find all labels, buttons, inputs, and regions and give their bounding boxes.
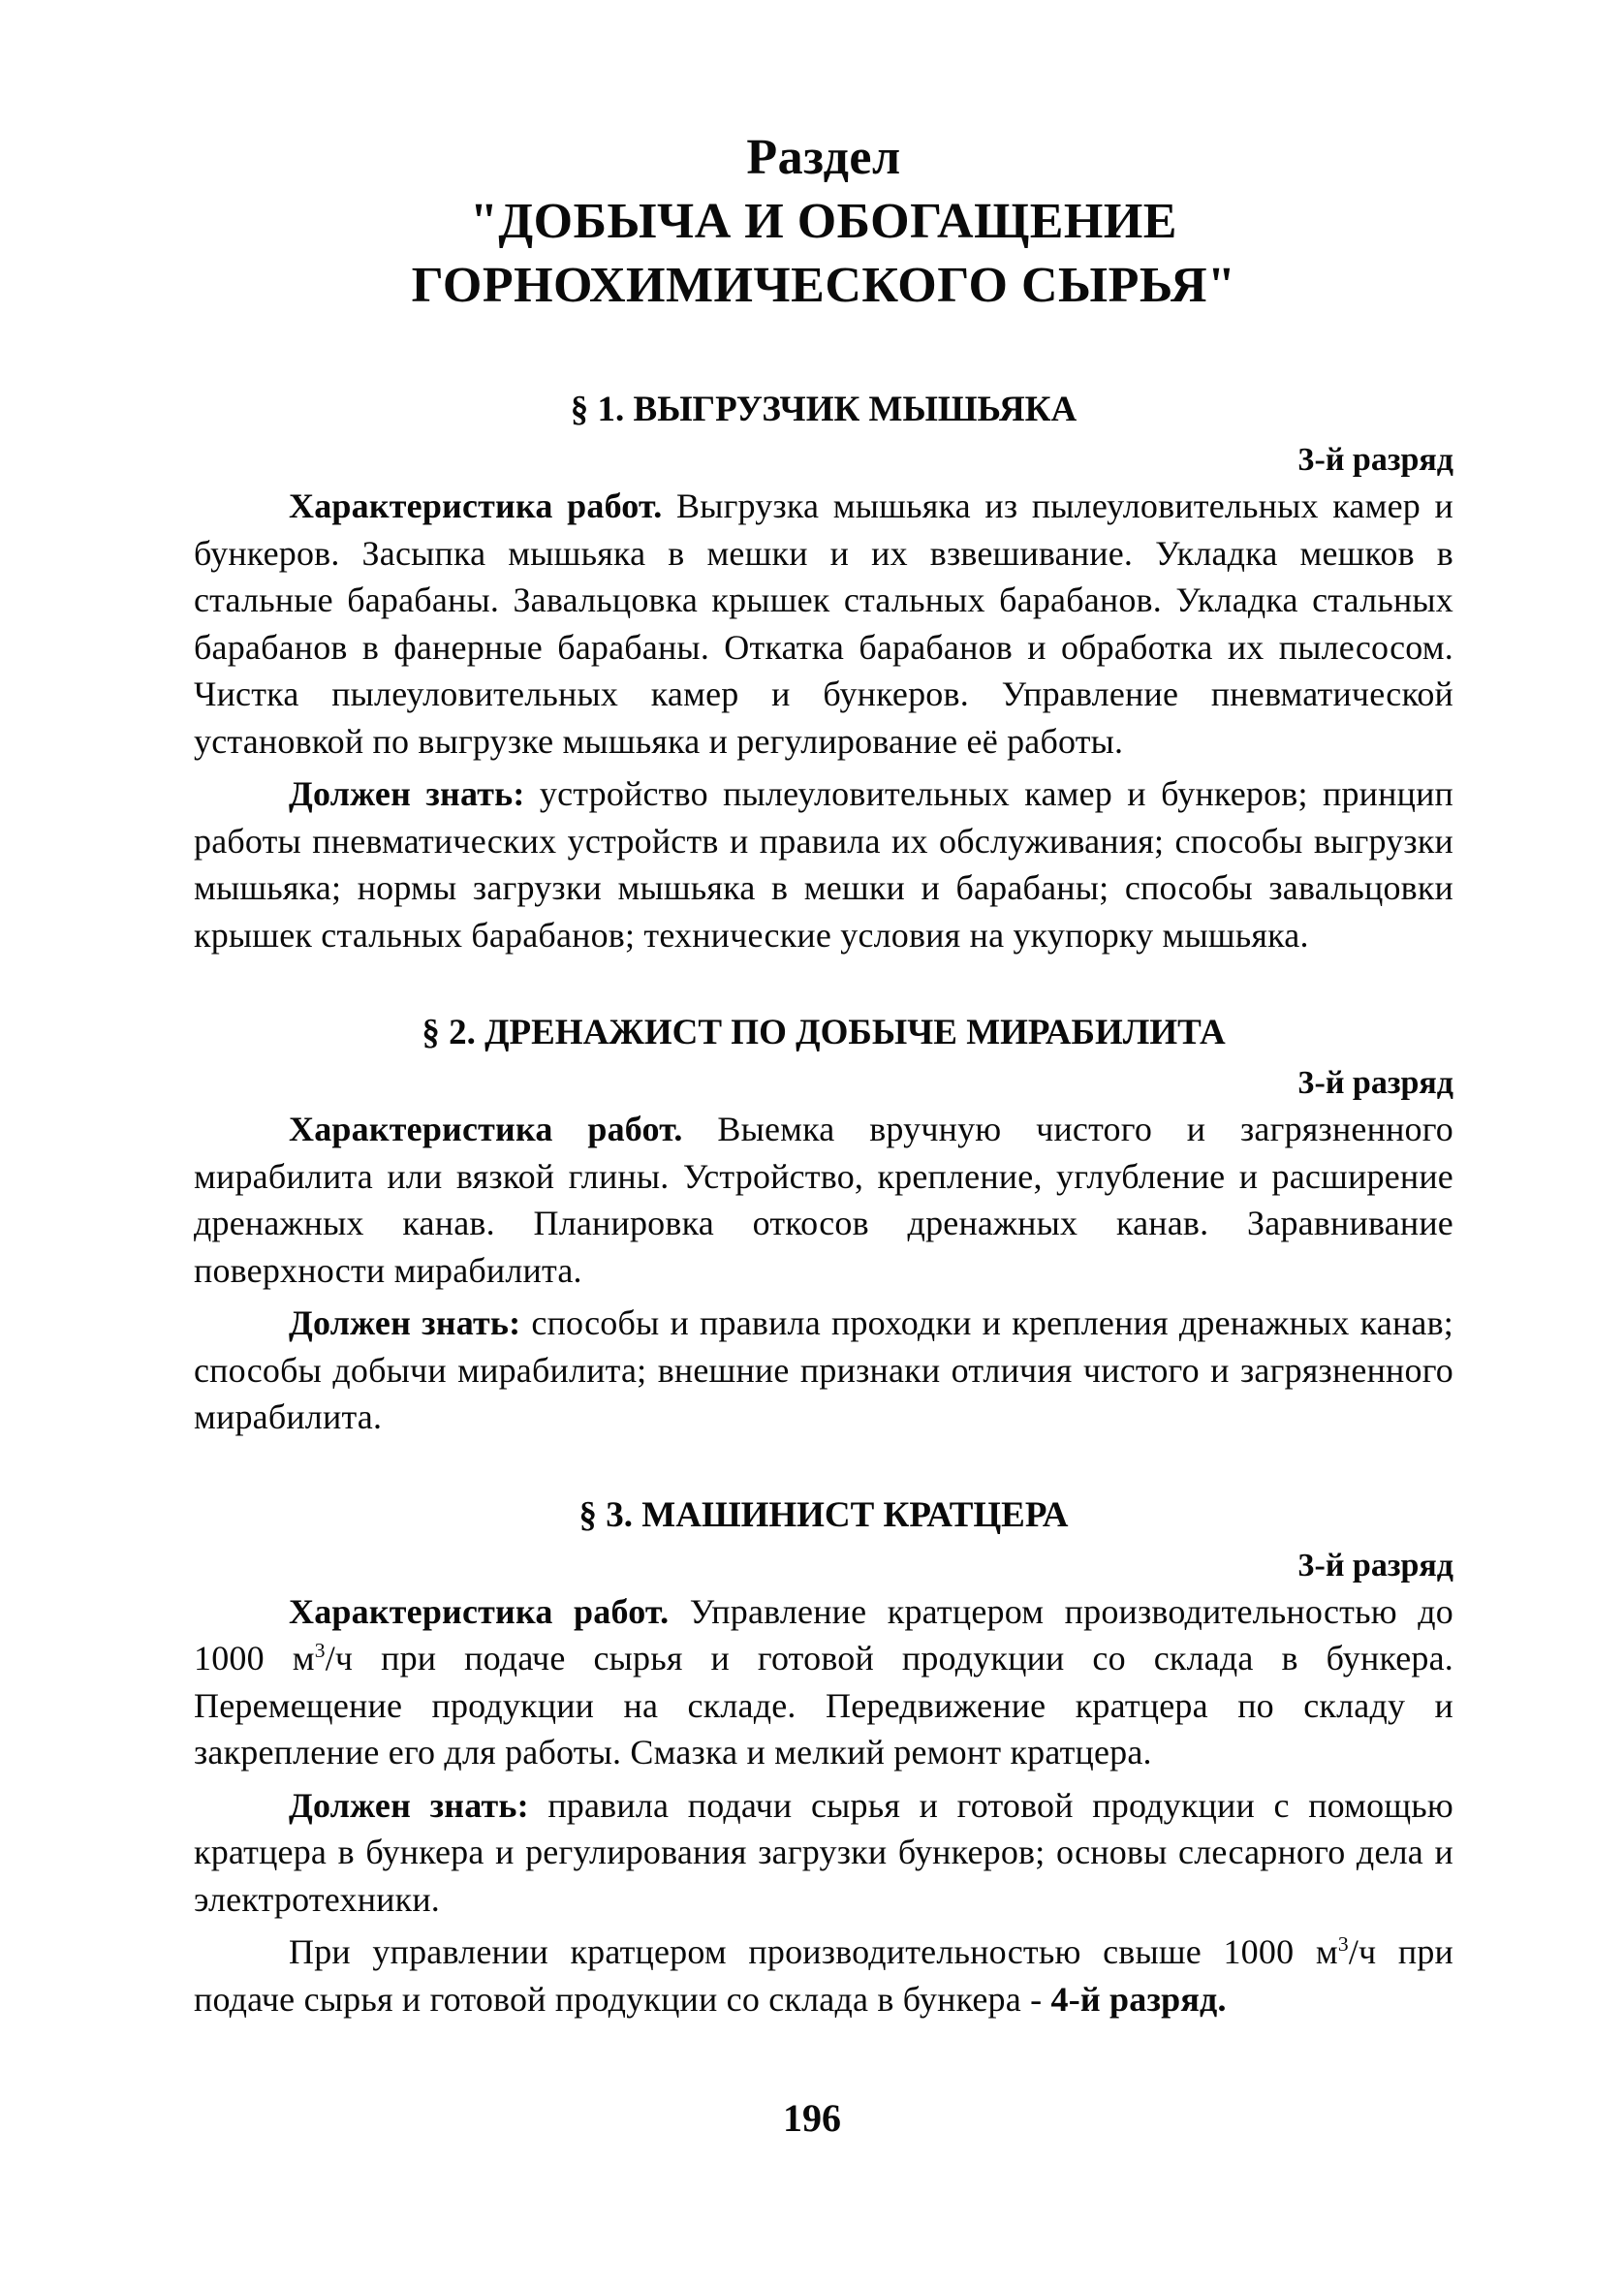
characteristics-label: Характеристика работ.	[289, 1110, 683, 1148]
paragraph-3-heading: § 3. МАШИНИСТ КРАТЦЕРА	[578, 1494, 1069, 1535]
characteristics-text-a: Управление кратцером производительностью до 1000 м	[194, 1591, 1453, 1678]
paragraph-1-grade: 3-й разряд	[1297, 442, 1453, 478]
section-title	[194, 126, 1453, 318]
paragraph-1	[194, 388, 1453, 958]
paragraph-2	[194, 1011, 1453, 1441]
paragraph-2-grade: 3-й разряд	[1297, 1065, 1453, 1101]
paragraph-3-characteristics	[194, 1588, 1453, 1776]
knowledge-label: Должен знать:	[289, 1303, 521, 1342]
characteristics-label: Характеристика работ.	[289, 1591, 670, 1631]
paragraph-1-heading: § 1. ВЫГРУЗЧИК МЫШЬЯКА	[570, 390, 1077, 429]
section-title-line-3: ГОРНОХИМИЧЕСКОГО СЫРЬЯ"	[411, 258, 1236, 313]
superscript: 3	[1337, 1932, 1349, 1956]
note-grade: 4-й разряд.	[1050, 1979, 1227, 2019]
superscript: 3	[314, 1639, 326, 1662]
paragraph-1-knowledge	[194, 770, 1453, 958]
note-text-b: /ч при подаче сырья и готовой продукции со склада в бункера -	[194, 1932, 1453, 2019]
paragraph-1-characteristics	[194, 483, 1453, 765]
knowledge-label: Должен знать:	[289, 1785, 529, 1825]
knowledge-text: устройство пылеуловительных камер и бункеров; принцип работы пневматических устройств и правила их обслуживания; способы выгрузки мышьяка; нормы загрузки мышьяка в мешки и барабаны; способы завальцовки крышек стальных барабанов; технические условия на укупорку мышьяка.	[194, 774, 1453, 955]
knowledge-text: способы и правила проходки и крепления дренажных канав; способы добычи мирабилита; внешние признаки отличия чистого и загрязненного мирабилита.	[194, 1303, 1453, 1436]
characteristics-text-b: /ч при подаче сырья и готовой продукции со склада в бункера. Перемещение продукции на складе. Передвижение кратцера по складу и закрепление его для работы. Смазка и мелкий ремонт кратцера.	[194, 1639, 1453, 1772]
characteristics-text: Выемка вручную чистого и загрязненного мирабилита или вязкой глины. Устройство, крепление, углубление и расширение дренажных канав. Планировка откосов дренажных канав. Заравнивание поверхности мирабилита.	[194, 1110, 1453, 1290]
paragraph-2-heading: § 2. ДРЕНАЖИСТ ПО ДОБЫЧЕ МИРАБИЛИТА	[422, 1013, 1226, 1052]
section-title-line-2: "ДОБЫЧА И ОБОГАЩЕНИЕ	[470, 194, 1177, 249]
paragraph-3-knowledge	[194, 1782, 1453, 1924]
characteristics-label: Характеристика работ.	[289, 486, 663, 525]
paragraph-3	[194, 1493, 1453, 2023]
page-content	[194, 126, 1453, 2022]
characteristics-text: Выгрузка мышьяка из пылеуловительных камер и бункеров. Засыпка мышьяка в мешки и их взвешивание. Укладка мешков в стальные барабаны. Завальцовка крышек стальных барабанов. Укладка стальных барабанов в фанерные барабаны. Откатка барабанов и обработка их пылесосом. Чистка пылеуловительных камер и бункеров. Управление пневматической установкой по выгрузке мышьяка и регулирование её работы.	[194, 486, 1453, 761]
section-title-line-1: Раздел	[746, 130, 901, 185]
page-number: 196	[783, 2096, 841, 2140]
paragraph-3-grade: 3-й разряд	[1297, 1547, 1453, 1583]
paragraph-3-note	[194, 1928, 1453, 2022]
knowledge-text: правила подачи сырья и готовой продукции с помощью кратцера в бункера и регулирования загрузки бункеров; основы слесарного дела и электротехники.	[194, 1785, 1453, 1919]
note-text-a: При управлении кратцером производительностью свыше 1000 м	[289, 1932, 1338, 1971]
paragraph-2-characteristics	[194, 1106, 1453, 1294]
knowledge-label: Должен знать:	[289, 774, 525, 813]
paragraph-2-knowledge	[194, 1300, 1453, 1441]
